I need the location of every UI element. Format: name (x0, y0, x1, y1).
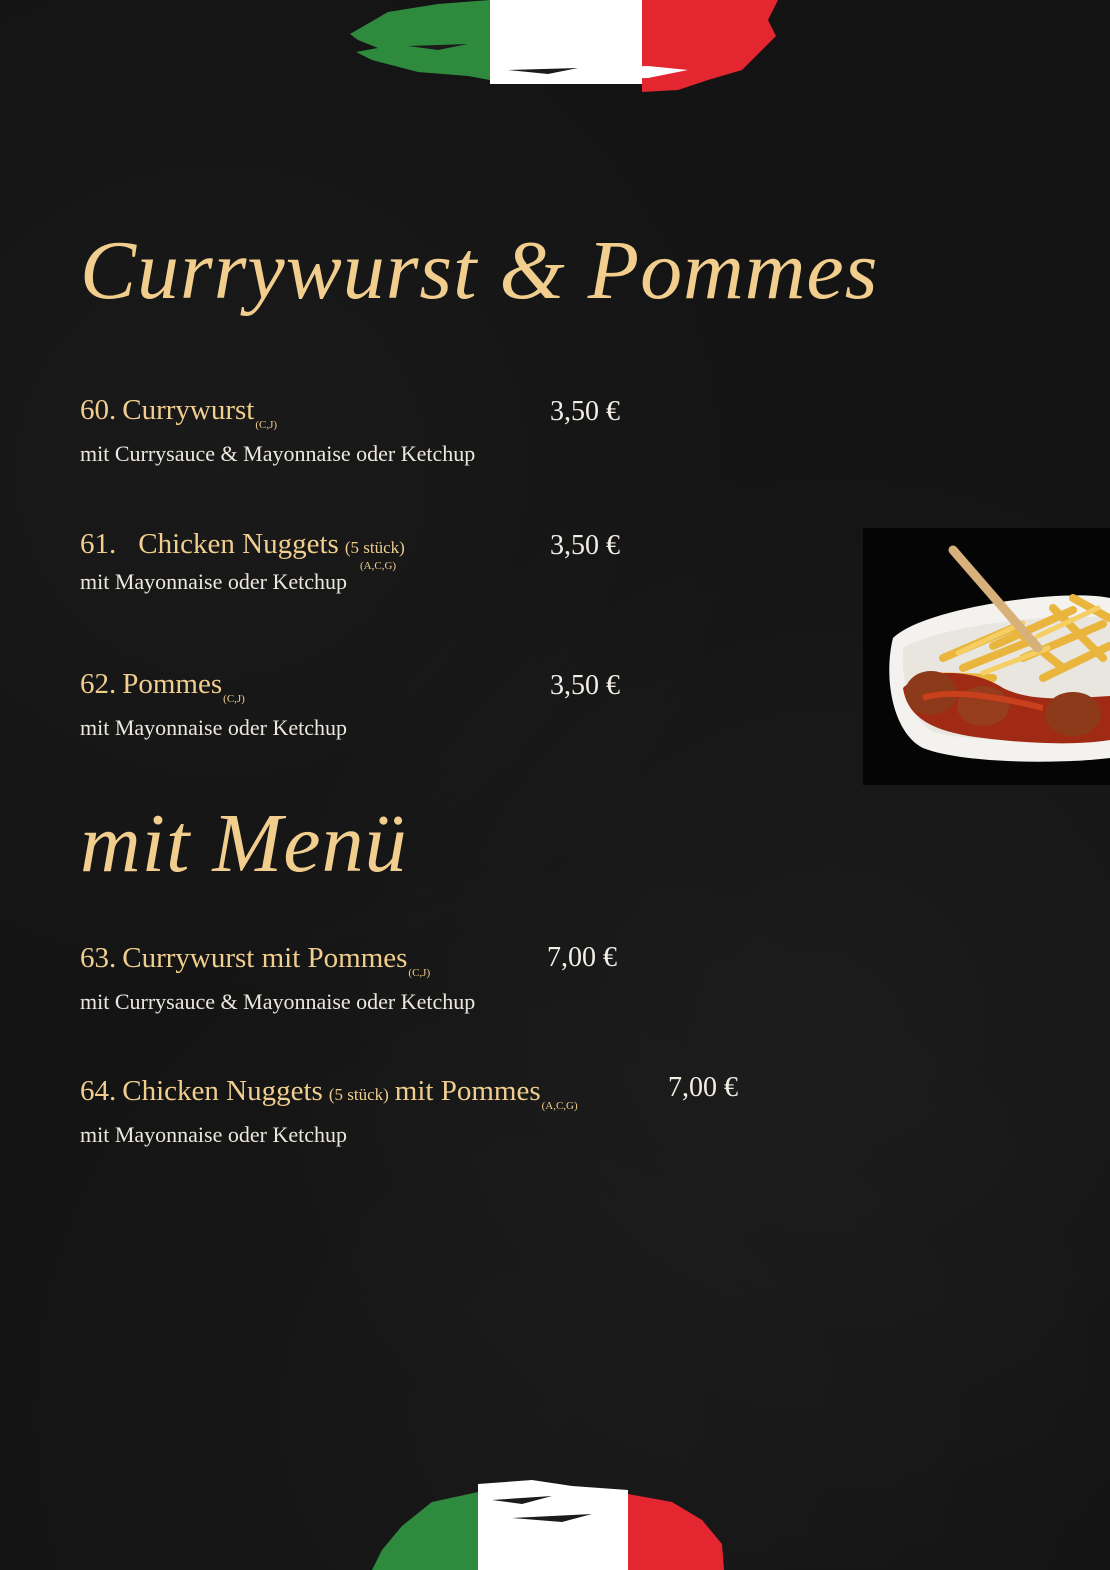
item-description: mit Currysauce & Mayonnaise oder Ketchup (80, 989, 476, 1014)
item-description: mit Mayonnaise oder Ketchup (80, 1122, 347, 1147)
item-description: mit Mayonnaise oder Ketchup (80, 569, 347, 594)
allergen-codes: (C,J) (223, 693, 245, 705)
italian-flag-brush-icon (372, 1480, 724, 1570)
item-name: 63. Currywurst mit Pommes$_{(C,J)}$ (80, 942, 431, 979)
menu-item-62 (80, 670, 347, 741)
menu-item-64 (80, 1077, 578, 1148)
allergen-codes: (A,C,G) (360, 560, 397, 572)
item-description: mit Currysauce & Mayonnaise oder Ketchup (80, 441, 476, 466)
section-title-currywurst: Currywurst & Pommes (80, 224, 879, 317)
item-name: 64. Chicken Nuggets (5 stück) mit Pommes$_{(A,C,G)}$ (80, 1075, 578, 1112)
item-name: 60. Currywurst$_{(C,J)}$ (80, 394, 278, 431)
item-name: 61. Chicken Nuggets (5 stück) (80, 528, 405, 560)
menu-item-63 (80, 944, 475, 1015)
item-price-62: 3,50 € (550, 670, 620, 701)
item-description: mit Mayonnaise oder Ketchup (80, 715, 347, 740)
menu-item-61 (80, 530, 405, 595)
item-price-61: 3,50 € (550, 530, 620, 561)
allergen-codes: (A,C,G) (541, 1100, 578, 1112)
italian-flag-brush-icon (348, 0, 780, 96)
allergen-codes: (C,J) (408, 967, 431, 979)
item-name: 62. Pommes$_{(C,J)}$ (80, 668, 245, 705)
item-price-60: 3,50 € (550, 396, 620, 427)
menu-item-60 (80, 396, 475, 467)
section-title-menu: mit Menü (80, 797, 408, 890)
allergen-codes: (C,J) (255, 419, 278, 431)
currywurst-with-fries-photo (863, 528, 1110, 785)
item-price-63: 7,00 € (547, 942, 617, 973)
item-price-64: 7,00 € (668, 1072, 738, 1103)
